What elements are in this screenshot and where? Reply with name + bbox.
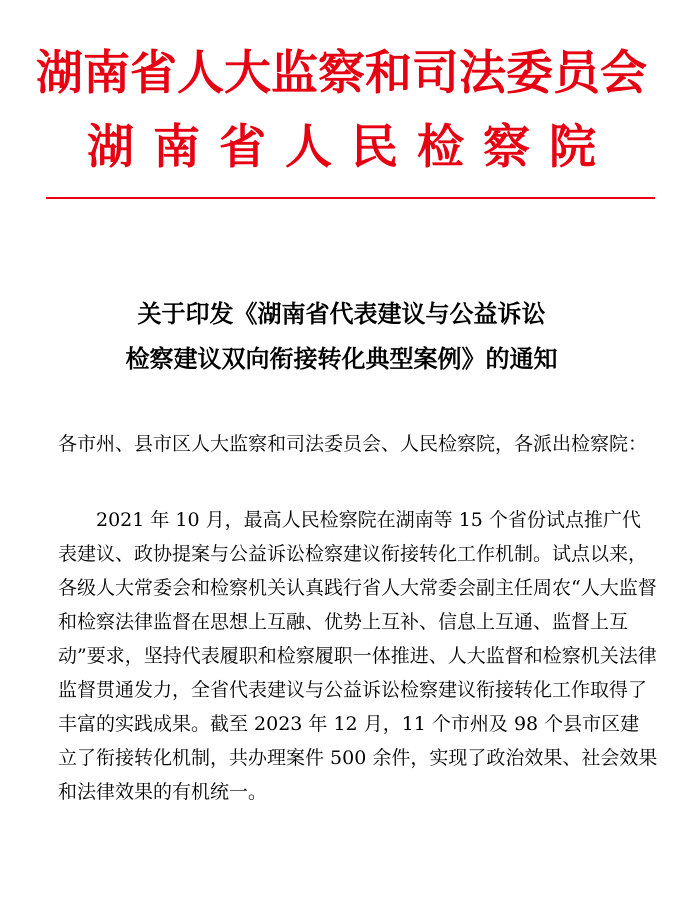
issuer-line-1: 湖南省人大监察和司法委员会 <box>36 46 647 101</box>
red-header-rule <box>46 197 655 199</box>
document-title-line-1: 关于印发《湖南省代表建议与公益诉讼 <box>137 299 546 328</box>
body-paragraph-1: 2021 年 10 月，最高人民检察院在湖南等 15 个省份试点推广代表建议、政协提案与公益诉讼检察建议衔接转化工作机制。试点以来，各级人大常委会和检察机关认真践行省人大常委会副主任周农“人大监督和检察法律监督在思想上互融、优势上互补、信息上互通、监督上互动”要求，坚持代表履职和检察履职一体推进、人大监督和检察机关法律监督贯通发力，全省代表建议与公益诉讼检察建议衔接转化工作取得了丰富的实践成果。截至 2023 年 12 月，11 个市州及 98 个县市区建立了衔接转化机制，共办理案件 500 余件，实现了政治效果、社会效果和法律效果的有机统一。 <box>58 509 658 803</box>
salutation: 各市州、县市区人大监察和司法委员会、人民检察院，各派出检察院： <box>58 433 648 455</box>
issuer-line-2: 湖南省人民检察院 <box>87 120 615 175</box>
document-title-line-2: 检察建议双向衔接转化典型案例》的通知 <box>125 344 558 373</box>
